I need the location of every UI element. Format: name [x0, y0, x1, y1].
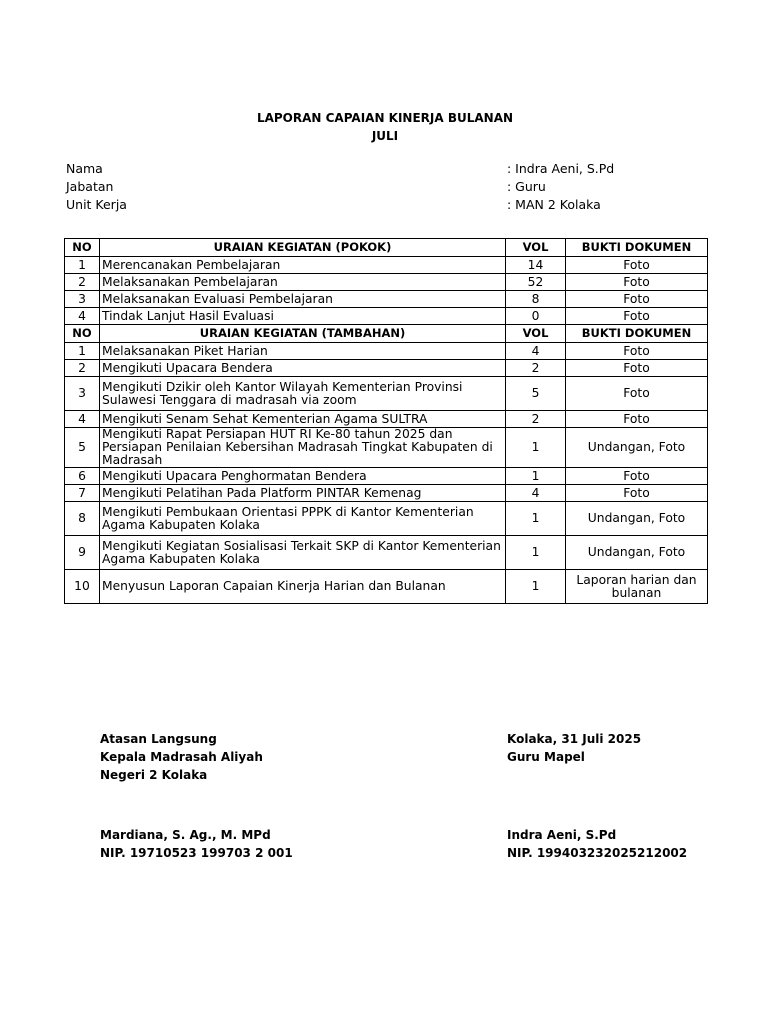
signature-left-name — [100, 826, 293, 862]
cell-bukti: Undangan, Foto — [566, 428, 708, 468]
cell-bukti: Foto — [566, 291, 708, 308]
table-row — [65, 502, 708, 536]
table-row — [65, 428, 708, 468]
activity-table — [64, 238, 708, 604]
cell-uraian: Mengikuti Dzikir oleh Kantor Wilayah Kementerian Provinsi Sulawesi Tenggara di madrasah via zoom — [100, 377, 506, 411]
teacher-name: Indra Aeni, S.Pd — [507, 828, 617, 842]
report-month: JULI — [371, 129, 399, 143]
cell-uraian: Tindak Lanjut Hasil Evaluasi — [100, 308, 506, 325]
cell-uraian: Merencanakan Pembelajaran — [100, 257, 506, 274]
cell-no: 1 — [65, 343, 100, 360]
cell-vol: 1 — [506, 468, 566, 485]
table-row — [65, 291, 708, 308]
cell-bukti: Foto — [566, 257, 708, 274]
table-row — [65, 468, 708, 485]
cell-no: 4 — [65, 308, 100, 325]
signature-left-header — [100, 730, 263, 784]
cell-bukti: Undangan, Foto — [566, 536, 708, 570]
cell-no: 4 — [65, 411, 100, 428]
report-title: LAPORAN CAPAIAN KINERJA BULANAN — [256, 111, 514, 125]
info-value: : Indra Aeni, S.Pd — [507, 161, 615, 176]
cell-no: 5 — [65, 428, 100, 468]
info-label: Unit Kerja — [66, 197, 127, 212]
supervisor-position: Kepala Madrasah Aliyah — [100, 750, 263, 764]
cell-no: 3 — [65, 291, 100, 308]
table-row — [65, 536, 708, 570]
cell-bukti: Laporan harian dan bulanan — [566, 570, 708, 604]
table-row — [65, 274, 708, 291]
info-row-jabatan — [66, 178, 706, 196]
cell-vol: 2 — [506, 411, 566, 428]
cell-no: 2 — [65, 274, 100, 291]
supervisor-institution: Negeri 2 Kolaka — [100, 768, 208, 782]
cell-vol: 5 — [506, 377, 566, 411]
table-row — [65, 411, 708, 428]
info-value: : MAN 2 Kolaka — [507, 197, 601, 212]
cell-uraian: Melaksanakan Piket Harian — [100, 343, 506, 360]
cell-uraian: Melaksanakan Pembelajaran — [100, 274, 506, 291]
cell-no: 7 — [65, 485, 100, 502]
cell-no: 9 — [65, 536, 100, 570]
cell-uraian: Melaksanakan Evaluasi Pembelajaran — [100, 291, 506, 308]
cell-no: 10 — [65, 570, 100, 604]
cell-uraian: Mengikuti Pembukaan Orientasi PPPK di Kantor Kementerian Agama Kabupaten Kolaka — [100, 502, 506, 536]
cell-uraian: Mengikuti Senam Sehat Kementerian Agama SULTRA — [100, 411, 506, 428]
signature-right-header — [507, 730, 641, 766]
cell-bukti: Foto — [566, 377, 708, 411]
cell-no: 1 — [65, 257, 100, 274]
table-row — [65, 570, 708, 604]
cell-bukti: Foto — [566, 411, 708, 428]
supervisor-name: Mardiana, S. Ag., M. MPd — [100, 828, 271, 842]
info-label: Nama — [66, 161, 103, 176]
table-row — [65, 343, 708, 360]
signature-right-name — [507, 826, 687, 862]
supervisor-title: Atasan Langsung — [100, 732, 217, 746]
cell-vol: 1 — [506, 570, 566, 604]
header-uraian: URAIAN KEGIATAN (TAMBAHAN) — [100, 325, 506, 343]
cell-vol: 2 — [506, 360, 566, 377]
header-no: NO — [65, 239, 100, 257]
cell-uraian: Mengikuti Pelatihan Pada Platform PINTAR Kemenag — [100, 485, 506, 502]
teacher-position: Guru Mapel — [507, 750, 585, 764]
info-label: Jabatan — [66, 179, 114, 194]
info-row-unit-kerja — [66, 196, 706, 214]
cell-uraian: Mengikuti Upacara Bendera — [100, 360, 506, 377]
cell-bukti: Foto — [566, 308, 708, 325]
table-row — [65, 360, 708, 377]
table-row — [65, 308, 708, 325]
activity-table-body — [65, 239, 708, 604]
cell-no: 3 — [65, 377, 100, 411]
cell-no: 8 — [65, 502, 100, 536]
cell-vol: 1 — [506, 536, 566, 570]
cell-uraian: Mengikuti Rapat Persiapan HUT RI Ke-80 tahun 2025 dan Persiapan Penilaian Kebersihan Madrasah Tingkat Kabupaten di Madrasah — [100, 428, 506, 468]
header-uraian: URAIAN KEGIATAN (POKOK) — [100, 239, 506, 257]
cell-bukti: Foto — [566, 274, 708, 291]
cell-bukti: Undangan, Foto — [566, 502, 708, 536]
cell-vol: 1 — [506, 428, 566, 468]
cell-bukti: Foto — [566, 468, 708, 485]
cell-vol: 4 — [506, 485, 566, 502]
cell-uraian: Mengikuti Kegiatan Sosialisasi Terkait SKP di Kantor Kementerian Agama Kabupaten Kolaka — [100, 536, 506, 570]
info-value: : Guru — [507, 179, 546, 194]
cell-uraian: Mengikuti Upacara Penghormatan Bendera — [100, 468, 506, 485]
teacher-nip: NIP. 199403232025212002 — [507, 846, 688, 860]
header-no: NO — [65, 325, 100, 343]
supervisor-nip: NIP. 19710523 199703 2 001 — [100, 846, 293, 860]
cell-uraian: Menyusun Laporan Capaian Kinerja Harian dan Bulanan — [100, 570, 506, 604]
cell-bukti: Foto — [566, 485, 708, 502]
cell-bukti: Foto — [566, 360, 708, 377]
table-row — [65, 485, 708, 502]
cell-no: 6 — [65, 468, 100, 485]
info-row-nama — [66, 160, 706, 178]
header-bukti: BUKTI DOKUMEN — [566, 325, 708, 343]
cell-vol: 4 — [506, 343, 566, 360]
cell-vol: 1 — [506, 502, 566, 536]
header-bukti: BUKTI DOKUMEN — [566, 239, 708, 257]
cell-vol: 52 — [506, 274, 566, 291]
cell-no: 2 — [65, 360, 100, 377]
cell-vol: 14 — [506, 257, 566, 274]
place-date: Kolaka, 31 Juli 2025 — [507, 732, 642, 746]
table-header-row — [65, 239, 708, 257]
table-row — [65, 377, 708, 411]
table-row — [65, 257, 708, 274]
header-vol: VOL — [506, 325, 566, 343]
header-vol: VOL — [506, 239, 566, 257]
cell-bukti: Foto — [566, 343, 708, 360]
cell-vol: 8 — [506, 291, 566, 308]
table-header-row — [65, 325, 708, 343]
cell-vol: 0 — [506, 308, 566, 325]
employee-info — [66, 160, 706, 214]
